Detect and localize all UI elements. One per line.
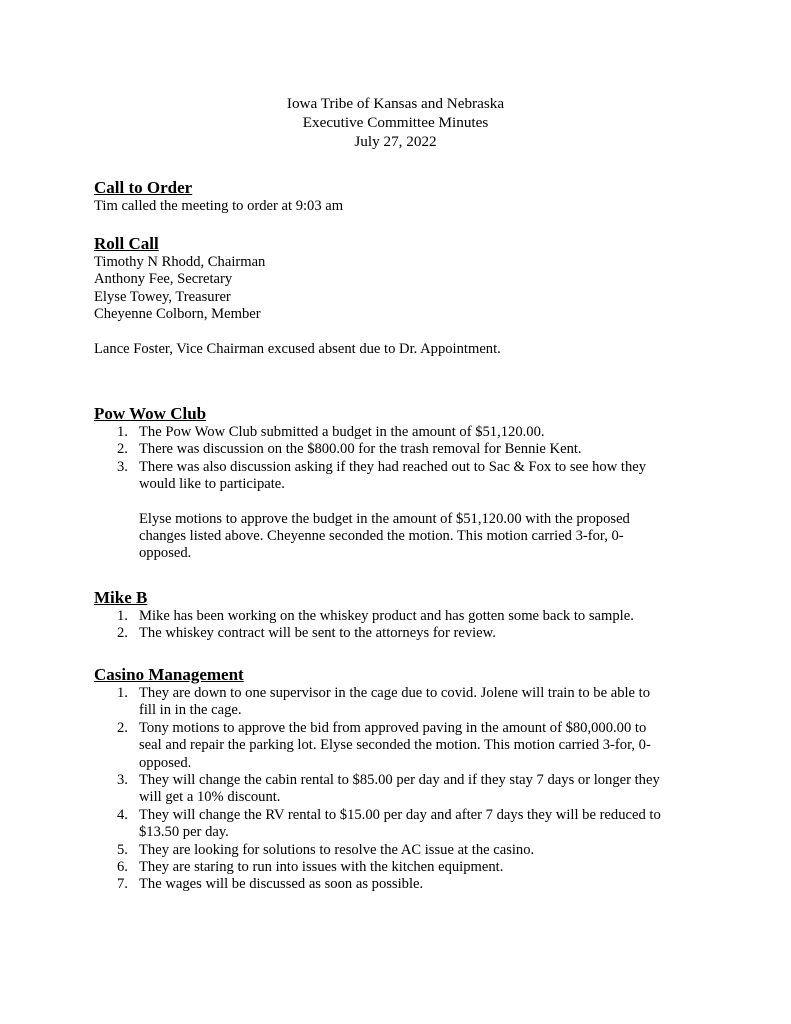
section-roll-call <box>94 234 714 358</box>
list-item <box>94 459 714 494</box>
document-header <box>0 94 791 151</box>
list-item-text: They will change the cabin rental to $85.00 per day and if they stay 7 days or longer they <box>139 772 660 789</box>
list-number: 2. <box>117 625 128 642</box>
list-item <box>94 807 714 842</box>
list-item-text: Mike has been working on the whiskey product and has gotten some back to sample. <box>139 608 634 624</box>
roll-call-absent: Lance Foster, Vice Chairman excused absent due to Dr. Appointment. <box>94 340 501 357</box>
list-item-text: Tony motions to approve the bid from approved paving in the amount of $80,000.00 to <box>139 719 647 736</box>
list-item-text: will get a 10% discount. <box>139 789 281 806</box>
list-item-text: The whiskey contract will be sent to the attorneys for review. <box>139 625 496 642</box>
list-item <box>94 441 714 458</box>
pow-wow-motion <box>94 511 714 563</box>
list-item-text: would like to participate. <box>139 476 285 493</box>
list-item <box>94 608 714 625</box>
roll-call-member: Cheyenne Colborn, Member <box>94 306 261 323</box>
motion-text: Elyse motions to approve the budget in the amount of $51,120.00 with the proposed <box>139 510 630 527</box>
list-item <box>94 876 714 893</box>
list-item <box>94 772 714 807</box>
roll-call-member: Timothy N Rhodd, Chairman <box>94 254 266 270</box>
list-number: 2. <box>117 719 128 736</box>
list-number: 1. <box>117 424 128 440</box>
list-number: 6. <box>117 859 128 876</box>
list-item <box>94 842 714 859</box>
list-item-text: $13.50 per day. <box>139 824 229 841</box>
section-call-to-order <box>94 178 714 215</box>
list-number: 1. <box>117 608 128 624</box>
heading-call-to-order: Call to Order <box>94 178 193 197</box>
list-item-text: There was also discussion asking if they had reached out to Sac & Fox to see how they <box>139 458 647 475</box>
list-number: 2. <box>117 441 128 458</box>
list-item-text: seal and repair the parking lot. Elyse seconded the motion. This motion carried 3-for, 0- <box>139 737 651 754</box>
list-item-text: They are looking for solutions to resolve the AC issue at the casino. <box>139 841 535 858</box>
list-number: 1. <box>117 685 128 701</box>
list-item-text: The Pow Wow Club submitted a budget in the amount of $51,120.00. <box>139 424 545 440</box>
list-item-text: opposed. <box>139 754 192 771</box>
list-item <box>94 625 714 642</box>
list-item <box>94 720 714 772</box>
section-pow-wow-club <box>94 404 714 563</box>
list-number: 5. <box>117 841 128 858</box>
roll-call-member: Elyse Towey, Treasurer <box>94 288 231 305</box>
heading-roll-call: Roll Call <box>94 234 159 253</box>
heading-casino-management: Casino Management <box>94 665 244 684</box>
meeting-date: July 27, 2022 <box>354 133 437 150</box>
list-item-text: There was discussion on the $800.00 for the trash removal for Bennie Kent. <box>139 441 582 458</box>
call-to-order-text: Tim called the meeting to order at 9:03 am <box>94 198 344 214</box>
list-item-text: They are down to one supervisor in the cage due to covid. Jolene will train to be able to <box>139 685 651 701</box>
org-name: Iowa Tribe of Kansas and Nebraska <box>286 95 505 112</box>
mike-b-list <box>94 608 714 643</box>
list-item <box>94 859 714 876</box>
list-item-text: They are staring to run into issues with the kitchen equipment. <box>139 859 504 876</box>
list-item-text: The wages will be discussed as soon as possible. <box>139 876 424 893</box>
heading-mike-b: Mike B <box>94 588 148 607</box>
roll-call-member: Anthony Fee, Secretary <box>94 271 233 288</box>
list-number: 7. <box>117 876 128 893</box>
list-item <box>94 685 714 720</box>
list-number: 4. <box>117 806 128 823</box>
motion-text: changes listed above. Cheyenne seconded the motion. This motion carried 3-for, 0- <box>139 528 624 545</box>
list-item <box>94 424 714 441</box>
motion-text: opposed. <box>139 545 192 562</box>
section-mike-b <box>94 588 714 643</box>
list-number: 3. <box>117 458 128 475</box>
casino-list <box>94 685 714 894</box>
document-title: Executive Committee Minutes <box>302 114 489 131</box>
list-item-text: fill in in the cage. <box>139 702 242 719</box>
list-item-text: They will change the RV rental to $15.00 per day and after 7 days they will be reduced to <box>139 806 661 823</box>
section-casino-management <box>94 665 714 894</box>
pow-wow-list <box>94 424 714 494</box>
list-number: 3. <box>117 772 128 789</box>
heading-pow-wow-club: Pow Wow Club <box>94 404 207 423</box>
